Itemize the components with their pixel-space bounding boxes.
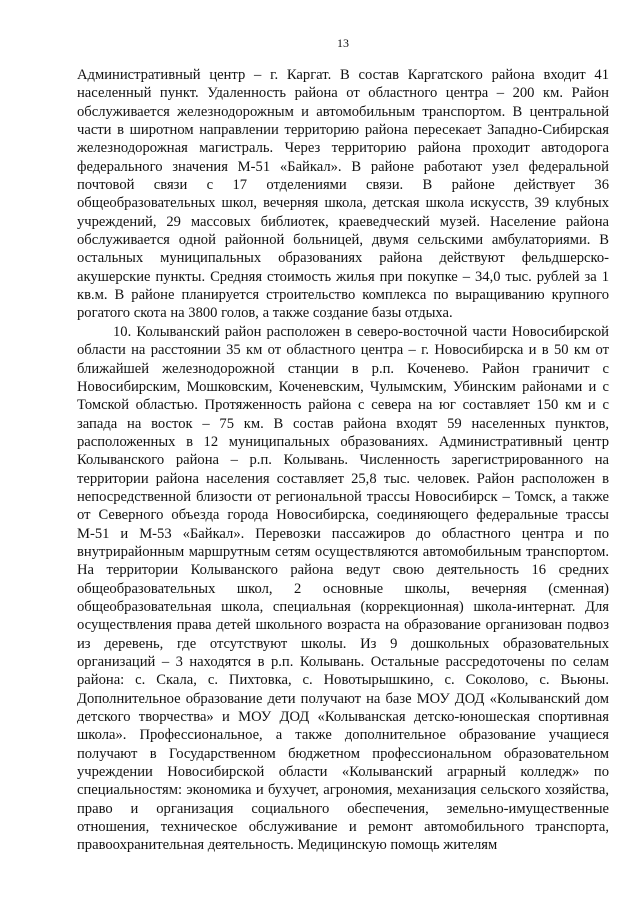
page-number: 13 (337, 36, 349, 50)
paragraph-kolyvan-district: 10. Колыванский район расположен в северо-восточной части Новосибирской области на расстоянии 35 км от областного центра – г. Новосибирска и в 50 км от ближайшей железнодорожной станции в р.п. Коченево. Район граничит с Новосибирским, Мошковским, Коченевским, Чулымским, Убинским районами и с Томской областью. Протяженность района с севера на юг составляет 150 км и с запада на восток – 75 км. В состав района входят 59 населенных пунктов, расположенных в 12 муниципальных образованиях. Административный центр Колыванского района – р.п. Колывань. Численность зарегистрированного на территории района населения составляет 25,8 тыс. человек. Район расположен в непосредственной близости от региональной трассы Новосибирск – Томск, а также от Северного объезда города Новосибирска, соединяющего федеральные трассы М-51 и М-53 «Байкал». Перевозки пассажиров до областного центра и по внутрирайонным маршрутным сетям осуществляются автомобильным транспортом. На территории Колыванского района ведут свою деятельность 16 средних общеобразовательных школ, 2 основные школы, вечерняя (сменная) общеобразовательная школа, специальная (коррекционная) школа-интернат. Для осуществления права детей школьного возраста на образование организован подвоз из деревень, где отсутствуют школы. Из 9 дошкольных образовательных организаций – 3 находятся в р.п. Колывань. Остальные рассредоточены по селам района: с. Скала, с. Пихтовка, с. Новотырышкино, с. Соколово, с. Вьюны. Дополнительное образование дети получают на базе МОУ ДОД «Колыванский дом детского творчества» и МОУ ДОД «Колыванская детско-юношеская спортивная школа». Профессиональное, а также дополнительное образование учащиеся получают в Государственном бюджетном профессиональном образовательном учреждении Новосибирской области «Колыванский аграрный колледж» по специальностям: экономика и бухучет, агрономия, механизация сельского хозяйства, право и организация социального обеспечения, земельно-имущественные отношения, техническое обслуживание и ремонт автомобильного транспорта, правоохранительная деятельность. Медицинскую помощь жителям (77, 323, 609, 854)
paragraph-kargat-district: Административный центр – г. Каргат. В состав Каргатского района входит 41 населенный пункт. Удаленность района от областного центра – 200 км. Район обслуживается железнодорожным и автомобильным транспортом. В центральной части в широтном направлении территорию района пересекает Западно-Сибирская железнодорожная магистраль. Через территорию района проходит автодорога федерального значения М-51 «Байкал». В районе работают узел федеральной почтовой связи с 17 отделениями связи. В районе действует 36 общеобразовательных школ, вечерняя школа, детская школа искусств, 39 клубных учреждений, 29 массовых библиотек, краеведческий музей. Население района обслуживается одной районной больницей, двумя сельскими амбулаториями. В остальных муниципальных образованиях района действуют фельдшерско-акушерские пункты. Средняя стоимость жилья при покупке – 34,0 тыс. рублей за 1 кв.м. В районе планируется строительство комплекса по выращиванию крупного рогатого скота на 3800 голов, а также создание базы отдыха. (77, 67, 609, 322)
